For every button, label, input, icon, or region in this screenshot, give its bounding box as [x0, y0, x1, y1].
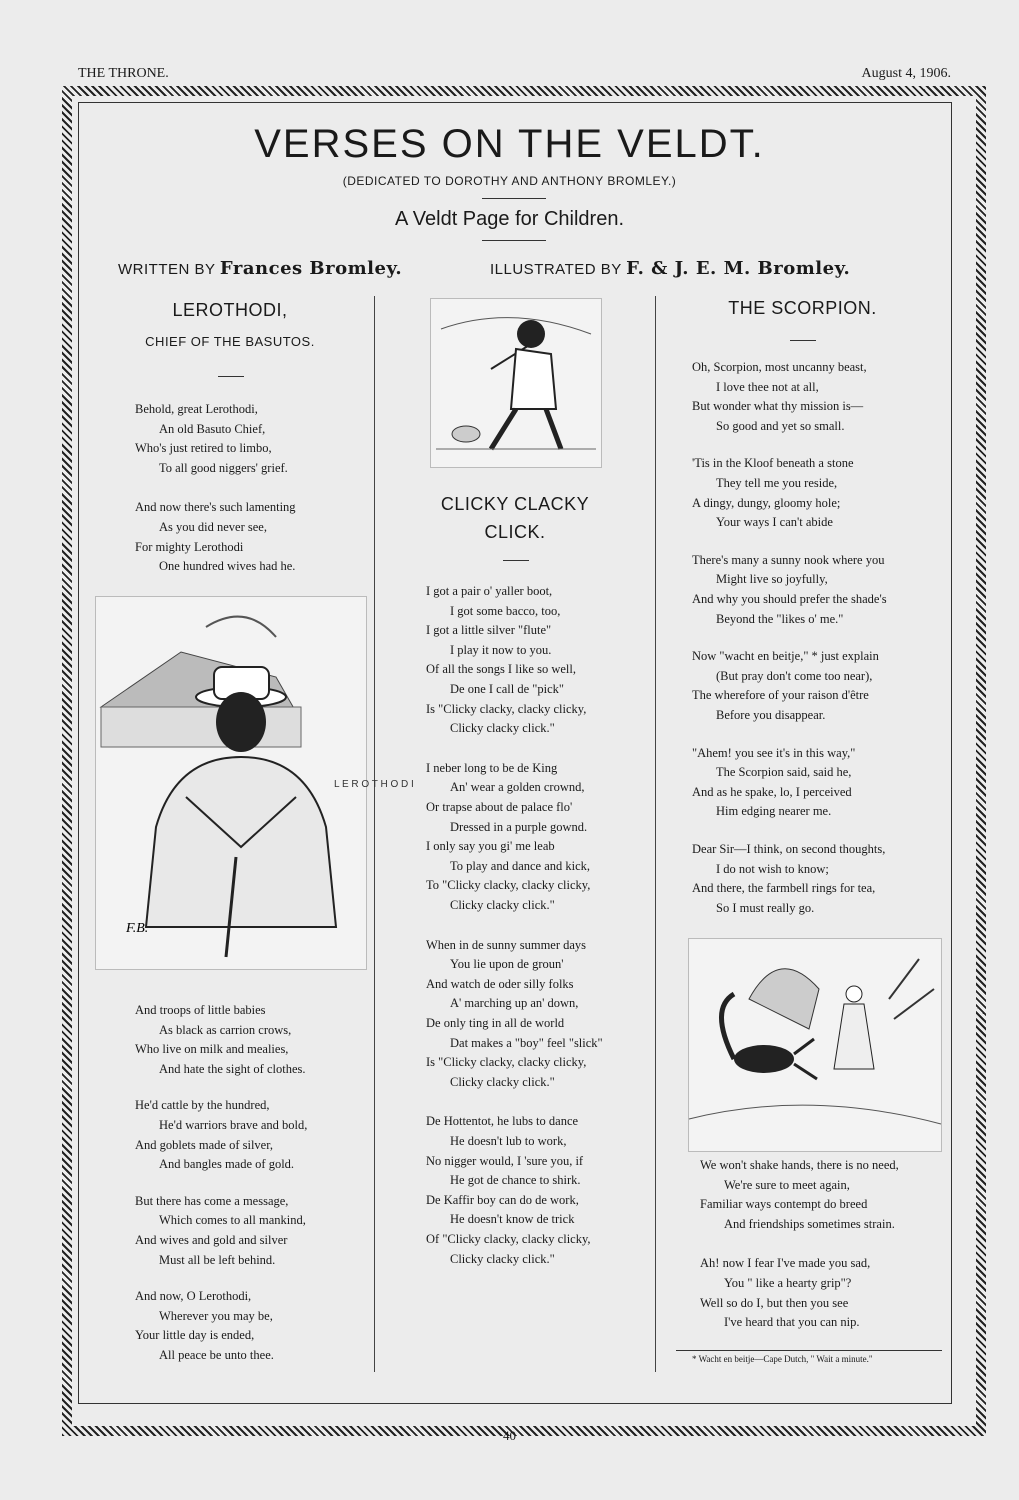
verse-line: They tell me you reside,: [716, 475, 838, 490]
verse-line: An old Basuto Chief,: [159, 421, 266, 436]
verse-line: And troops of little babies: [135, 1003, 266, 1017]
stanza: [135, 402, 288, 480]
verse-line: Who's just retired to limbo,: [135, 441, 272, 456]
verse-line: To all good niggers' grief.: [159, 460, 288, 475]
verse-line: He'd warriors brave and bold,: [159, 1117, 308, 1132]
chief-portrait-icon: [96, 597, 414, 969]
flute-player-icon: [431, 299, 601, 467]
verse-line: You " like a hearty grip"?: [724, 1275, 852, 1290]
stanza: [700, 1158, 899, 1236]
verse-line: But there has come a message,: [135, 1193, 289, 1208]
verse-line: (But pray don't come too near),: [716, 668, 873, 683]
verse-line: I got a little silver "flute": [426, 623, 552, 638]
writer-credit: [118, 258, 402, 279]
verse-line: There's many a sunny nook where you: [692, 552, 885, 567]
divider: [482, 240, 546, 241]
verse-line: I play it now to you.: [450, 642, 552, 657]
illustrator-credit: [490, 258, 850, 279]
stanza: [426, 761, 590, 918]
stanza: [692, 842, 885, 920]
verse-line: We won't shake hands, there is no need,: [700, 1158, 899, 1172]
verse-line: Of all the songs I like so well,: [426, 662, 576, 677]
verse-line: I do not wish to know;: [716, 861, 829, 876]
stanza: [426, 584, 586, 741]
verse-line: 'Tis in the Kloof beneath a stone: [692, 456, 854, 471]
stanza: [692, 360, 867, 438]
poem-title-clicky-line2: CLICK.: [484, 522, 546, 542]
footnote: * Wacht en beitje—Cape Dutch, " Wait a minute.": [692, 1354, 873, 1364]
verse-line: I've heard that you can nip.: [724, 1315, 860, 1330]
stanza: [135, 1289, 274, 1367]
verse-line: I got a pair o' yaller boot,: [426, 584, 553, 598]
divider: [218, 376, 244, 377]
divider: [790, 340, 816, 341]
verse-line: Beyond the "likes o' me.": [716, 611, 844, 626]
written-by-label: WRITTEN BY: [118, 261, 216, 278]
issue-date: August 4, 1906.: [861, 66, 951, 81]
stanza: [692, 456, 854, 534]
verse-line: Your little day is ended,: [135, 1328, 255, 1343]
illustrator-name: F. & J. E. M. Bromley.: [626, 258, 851, 279]
verse-line: Might live so joyfully,: [716, 572, 828, 587]
verse-line: And as he spake, lo, I perceived: [692, 784, 852, 799]
verse-line: He doesn't know de trick: [450, 1212, 575, 1227]
page-title: VERSES ON THE VELDT.: [254, 122, 765, 166]
verse-line: One hundred wives had he.: [159, 559, 296, 574]
verse-line: Oh, Scorpion, most uncanny beast,: [692, 360, 867, 374]
verse-line: Dat makes a "boy" feel "slick": [450, 1035, 603, 1050]
writer-name: Frances Bromley.: [219, 258, 403, 279]
verse-line: De one I call de "pick": [450, 681, 564, 696]
verse-line: Behold, great Lerothodi,: [135, 402, 258, 416]
verse-line: I love thee not at all,: [716, 379, 819, 394]
verse-line: Must all be left behind.: [159, 1252, 276, 1267]
stanza: [426, 1114, 591, 1271]
verse-line: Before you disappear.: [716, 707, 826, 722]
verse-line: De Kaffir boy can do de work,: [426, 1192, 579, 1207]
verse-line: When in de sunny summer days: [426, 937, 587, 952]
page-number: 40: [503, 1428, 516, 1443]
verse-line: And now, O Lerothodi,: [135, 1289, 252, 1304]
verse-line: Your ways I can't abide: [716, 515, 833, 530]
stanza: [135, 1003, 306, 1081]
verse-line: You lie upon de groun': [450, 957, 564, 972]
verse-line: So I must really go.: [716, 900, 815, 915]
verse-line: Or trapse about de palace flo': [426, 799, 573, 814]
verse-line: And now there's such lamenting: [135, 500, 296, 515]
divider: [482, 198, 546, 199]
verse-line: And bangles made of gold.: [159, 1157, 295, 1172]
verse-line: And there, the farmbell rings for tea,: [692, 881, 876, 896]
verse-line: Clicky clacky click.": [450, 721, 555, 736]
dedication: (DEDICATED TO DOROTHY AND ANTHONY BROMLEY.): [342, 174, 677, 188]
poem-title-clicky-line1: CLICKY CLACKY: [440, 494, 590, 514]
verse-line: Familiar ways contempt do breed: [700, 1197, 868, 1212]
divider: [503, 560, 529, 561]
verse-line: And friendships sometimes strain.: [724, 1216, 895, 1231]
verse-line: Clicky clacky click.": [450, 1074, 555, 1089]
verse-line: No nigger would, I 'sure you, if: [426, 1153, 584, 1168]
footnote-rule: [676, 1350, 942, 1351]
verse-line: "Ahem! you see it's in this way,": [692, 745, 856, 760]
verse-line: I got some bacco, too,: [450, 603, 561, 618]
stanza: [135, 1194, 306, 1272]
verse-line: And why you should prefer the shade's: [692, 591, 887, 606]
verse-line: And wives and gold and silver: [135, 1232, 288, 1247]
verse-line: Him edging nearer me.: [716, 804, 832, 819]
verse-line: De only ting in all de world: [426, 1015, 565, 1030]
verse-line: The Scorpion said, said he,: [716, 765, 852, 780]
verse-line: Ah! now I fear I've made you sad,: [700, 1256, 871, 1271]
stanza: [700, 1256, 870, 1334]
verse-line: And watch de oder silly folks: [426, 976, 574, 991]
verse-line: Is "Clicky clacky, clacky clicky,: [426, 1055, 587, 1070]
lerothodi-illustration: [95, 596, 414, 970]
stanza: [135, 1098, 307, 1176]
verse-line: I neber long to be de King: [426, 760, 558, 775]
verse-line: Clicky clacky click.": [450, 897, 555, 912]
stanza: [426, 938, 603, 1095]
stanza: [692, 649, 879, 727]
stanza: [692, 553, 887, 631]
verse-line: Well so do I, but then you see: [700, 1295, 849, 1310]
verse-line: The wherefore of your raison d'être: [692, 688, 869, 703]
verse-line: But wonder what thy mission is—: [692, 399, 864, 414]
verse-line: He doesn't lub to work,: [450, 1133, 567, 1148]
verse-line: And goblets made of silver,: [135, 1137, 274, 1152]
verse-line: A' marching up an' down,: [450, 996, 579, 1011]
scorpion-illustration: [688, 938, 942, 1152]
verse-line: Who live on milk and mealies,: [135, 1042, 289, 1057]
stanza: [692, 746, 855, 824]
verse-line: To "Clicky clacky, clacky clicky,: [426, 878, 591, 893]
verse-line: To play and dance and kick,: [450, 858, 591, 873]
poem-title-lerothodi: LEROTHODI,: [172, 300, 288, 320]
column-divider: [374, 296, 375, 1372]
verse-line: As you did never see,: [159, 519, 267, 534]
verse-line: For mighty Lerothodi: [135, 539, 244, 554]
verse-line: As black as carrion crows,: [159, 1022, 292, 1037]
verse-line: So good and yet so small.: [716, 418, 845, 433]
verse-line: Is "Clicky clacky, clacky clicky,: [426, 701, 587, 716]
verse-line: I only say you gi' me leab: [426, 839, 555, 854]
column-divider: [655, 296, 656, 1372]
flute-boy-illustration: [430, 298, 602, 468]
verse-line: And hate the sight of clothes.: [159, 1061, 306, 1076]
page-subtitle: A Veldt Page for Children.: [394, 208, 625, 230]
verse-line: A dingy, dungy, gloomy hole;: [692, 495, 841, 510]
verse-line: An' wear a golden crownd,: [450, 780, 585, 795]
verse-line: Dressed in a purple gownd.: [450, 819, 588, 834]
verse-line: Dear Sir—I think, on second thoughts,: [692, 842, 886, 856]
illustrated-by-label: ILLUSTRATED BY: [490, 261, 622, 278]
verse-line: De Hottentot, he lubs to dance: [426, 1114, 579, 1129]
scorpion-icon: [689, 939, 941, 1151]
stanza: [135, 500, 296, 578]
verse-line: Wherever you may be,: [159, 1308, 273, 1323]
verse-line: Clicky clacky click.": [450, 1251, 555, 1266]
verse-line: Which comes to all mankind,: [159, 1213, 306, 1228]
poem-subtitle: CHIEF OF THE BASUTOS.: [145, 334, 315, 349]
verse-line: He got de chance to shirk.: [450, 1173, 581, 1188]
verse-line: He'd cattle by the hundred,: [135, 1098, 270, 1113]
verse-line: Of "Clicky clacky, clacky clicky,: [426, 1231, 591, 1246]
signature: F.B.: [126, 921, 149, 936]
poem-title-scorpion: THE SCORPION.: [728, 298, 877, 318]
verse-line: All peace be unto thee.: [159, 1347, 274, 1362]
svg-text:L E R O T H O D I: L E R O T H O D I: [334, 779, 414, 790]
publication-name: THE THRONE.: [78, 66, 169, 81]
verse-line: We're sure to meet again,: [724, 1177, 850, 1192]
verse-line: Now "wacht en beitje," * just explain: [692, 649, 879, 664]
